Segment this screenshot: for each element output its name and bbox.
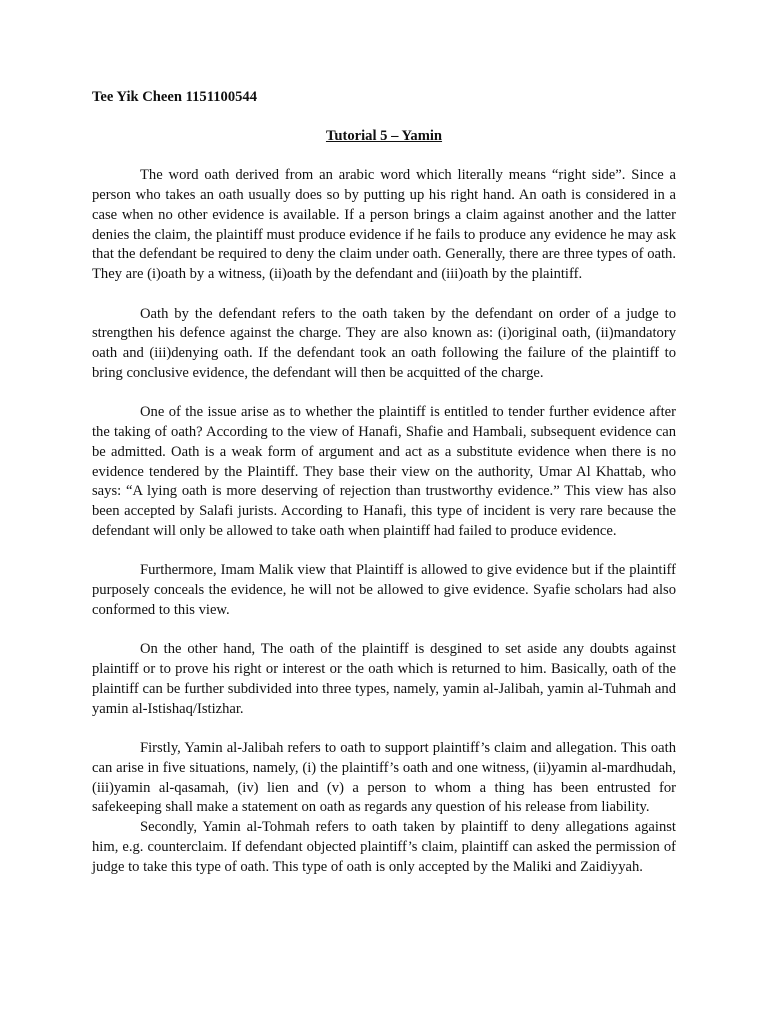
paragraph-defendant-oath: Oath by the defendant refers to the oath taken by the defendant on order of a judge to strengthen his defence against the charge. They are also known as: (i)original oath, (ii)mandatory oath and (iii)denying oath. If the defendant took an oath following the failure of the plaintiff to bring conclusive evidence, the defendant will then be acquitted of the charge. (92, 305, 676, 381)
page-title: Tutorial 5 – Yamin (325, 127, 443, 144)
paragraph-further-evidence: One of the issue arise as to whether the plaintiff is entitled to tender further evidence after the taking of oath? According to the view of Hanafi, Shafie and Hambali, subsequent evidence can be admitted. Oath is a weak form of argument and act as a substitute evidence when there is no evidence tendered by the Plaintiff. They base their view on the authority, Umar Al Khattab, who says: “A lying oath is more deserving of rejection than trustworthy evidence.” This view has also been accepted by Salafi jurists. According to Hanafi, this type of incident is very rare because the defendant will only be allowed to take oath when plaintiff had failed to produce evidence. (92, 404, 676, 539)
paragraph-yamin-al-tohmah: Secondly, Yamin al-Tohmah refers to oath taken by plaintiff to deny allegations against him, e.g. counterclaim. If defendant objected plaintiff’s claim, plaintiff can asked the permission of judge to take this type of oath. This type of oath is only accepted by the Maliki and Zaidiyyah. (92, 819, 676, 875)
paragraph-oath-definition: The word oath derived from an arabic word which literally means “right side”. Since a person who takes an oath usually does so by putting up his right hand. An oath is considered in a case when no other evidence is available. If a person brings a claim against another and the latter denies the claim, the plaintiff must produce evidence if he fails to produce any evidence he may ask that the defendant be required to deny the claim under oath. Generally, there are three types of oath. They are (i)oath by a witness, (ii)oath by the defendant and (iii)oath by the plaintiff. (92, 167, 676, 282)
paragraph-imam-malik-view: Furthermore, Imam Malik view that Plaintiff is allowed to give evidence but if the plaintiff purposely conceals the evidence, he will not be allowed to give evidence. Syafie scholars had also conformed to this view. (92, 562, 676, 618)
author-line: Tee Yik Cheen 1151100544 (92, 89, 258, 105)
document-page (92, 88, 676, 877)
paragraph-plaintiff-oath: On the other hand, The oath of the plaintiff is desgined to set aside any doubts against plaintiff or to prove his right or interest or the oath which is returned to him. Basically, oath of the plaintiff can be further subdivided into three types, namely, yamin al-Jalibah, yamin al-Tuhmah and yamin al-Istishaq/Istizhar. (92, 641, 676, 717)
paragraph-yamin-al-jalibah: Firstly, Yamin al-Jalibah refers to oath to support plaintiff’s claim and allegation. This oath can arise in five situations, namely, (i) the plaintiff’s oath and one witness, (ii)yamin al-mardhudah, (iii)yamin al-qasamah, (iv) lien and (v) a person to whom a thing has been entrusted for safekeeping shall make a statement on oath as regards any question of his release from liability. (92, 740, 676, 816)
